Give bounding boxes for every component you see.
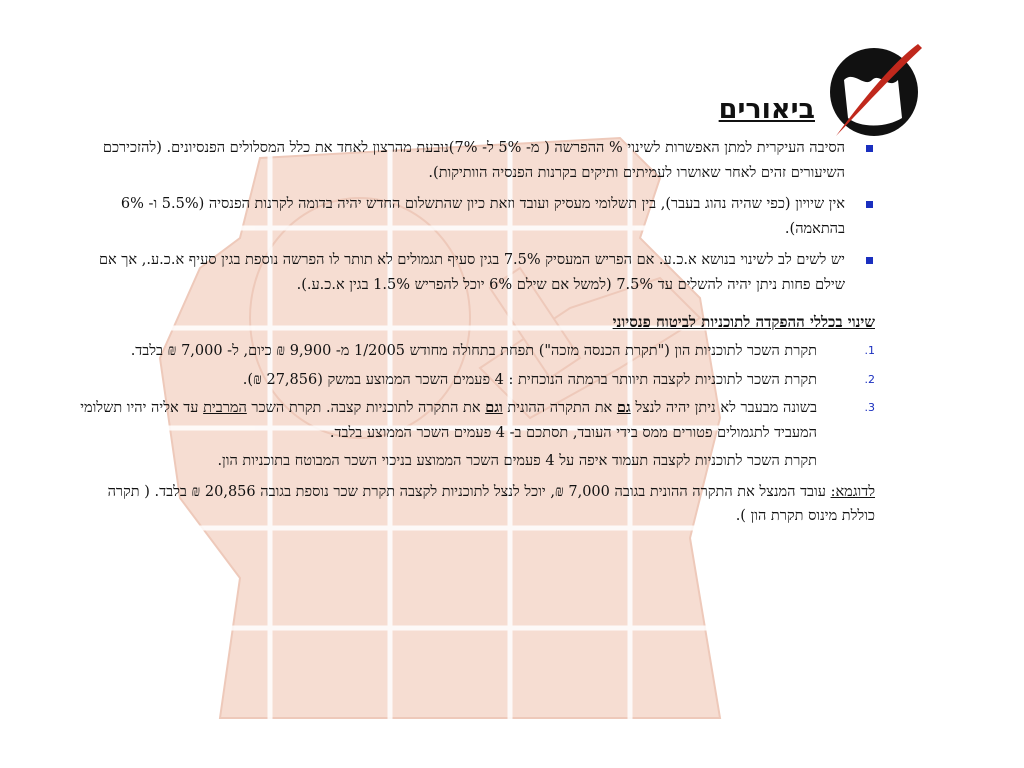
- numbered-list: [70, 339, 875, 445]
- square-bullet-icon: [866, 257, 873, 264]
- item-number: 3.: [864, 401, 875, 414]
- explanations-list: [70, 136, 875, 297]
- page-title: ביאורים: [718, 94, 815, 125]
- content-area: [70, 90, 875, 529]
- item-number: 2.: [864, 372, 875, 386]
- emphasis-maximal: המרבית: [203, 400, 247, 416]
- annuity-ceiling-paragraph: תקרת השכר לתוכניות לקצבה תעמוד איפה על 4 פעמים השכר הממוצע בניכוי השכר המבוטח בתוכניות הון.: [217, 453, 817, 469]
- numbered-item: 3. בשונה מבעבר לא ניתן יהיה לנצל גם את התקרה ההונית וגם את התקרה לתוכניות קצבה. תקרת השכר המרבית עד אליה יהיו תשלומי המעביד לתגמולים פטורים ממס בידי העובד, תסתכם ב- 4 פעמים השכר הממוצע בלבד.: [70, 396, 875, 445]
- example-paragraph: לדוגמא: עובד המנצל את התקרה ההונית בגובה 7,000 ₪, יוכל לנצל לתוכניות לקצבה תקרת שכר נוספת בגובה 20,856 ₪ בלבד. ( תקרה כוללת מינוס תקרת הון ).: [107, 483, 875, 524]
- square-bullet-icon: [866, 145, 873, 152]
- bullet-item: יש לשים לב לשינוי בנושא א.כ.ע. אם הפריש המעסיק 7.5% בגין סעיף תגמולים לא תותר לו הפרשה נוספת בגין סעיף א.כ.ע., אך אם שילם פחות ניתן יהיה להשלים עד 7.5% (למשל אם שילם 6% יוכל להפריש 1.5% בגין א.כ.ע.).: [70, 248, 875, 297]
- item-number: 1.: [864, 344, 875, 357]
- section-title: שינוי בכללי ההפקדה לתוכניות לביטוח פנסיוני: [612, 313, 875, 331]
- example-label: לדוגמא:: [830, 483, 875, 500]
- emphasis-and-also: וגם: [485, 399, 503, 416]
- bullet-item: הסיבה העיקרית למתן האפשרות לשינוי % ההפרשה ( מ- 5% ל- 7%)נובעת מהרצון לאחד את כלל המסלולים הפנסיונים. (להזכירכם השיעורים זהים לאחר שאושרו לעמיתים ותיקים בקרנות הפנסיה הוותיקות).: [70, 136, 875, 185]
- bullet-item: אין שיויון (כפי שהיה נהוג בעבר), בין תשלומי מעסיק ועובד וזאת כיון שהתשלום החדש יהיה בדומה לקרנות הפנסיה (5.5% ו- 6% בהתאמה).: [70, 192, 875, 241]
- numbered-item: 1. תקרת השכר לתוכניות הון ("תקרת הכנסה מזכה") תפחת בתחולה מחודש 1/2005 מ- 9,900 ₪ כיום, ל- 7,000 ₪ בלבד.: [70, 339, 875, 364]
- emphasis-also: גם: [616, 399, 631, 416]
- square-bullet-icon: [866, 201, 873, 208]
- numbered-item: 2. תקרת השכר לתוכניות לקצבה תיוותר ברמתה הנוכחית : 4 פעמים השכר הממוצע במשק (27,856 ₪).: [70, 368, 875, 393]
